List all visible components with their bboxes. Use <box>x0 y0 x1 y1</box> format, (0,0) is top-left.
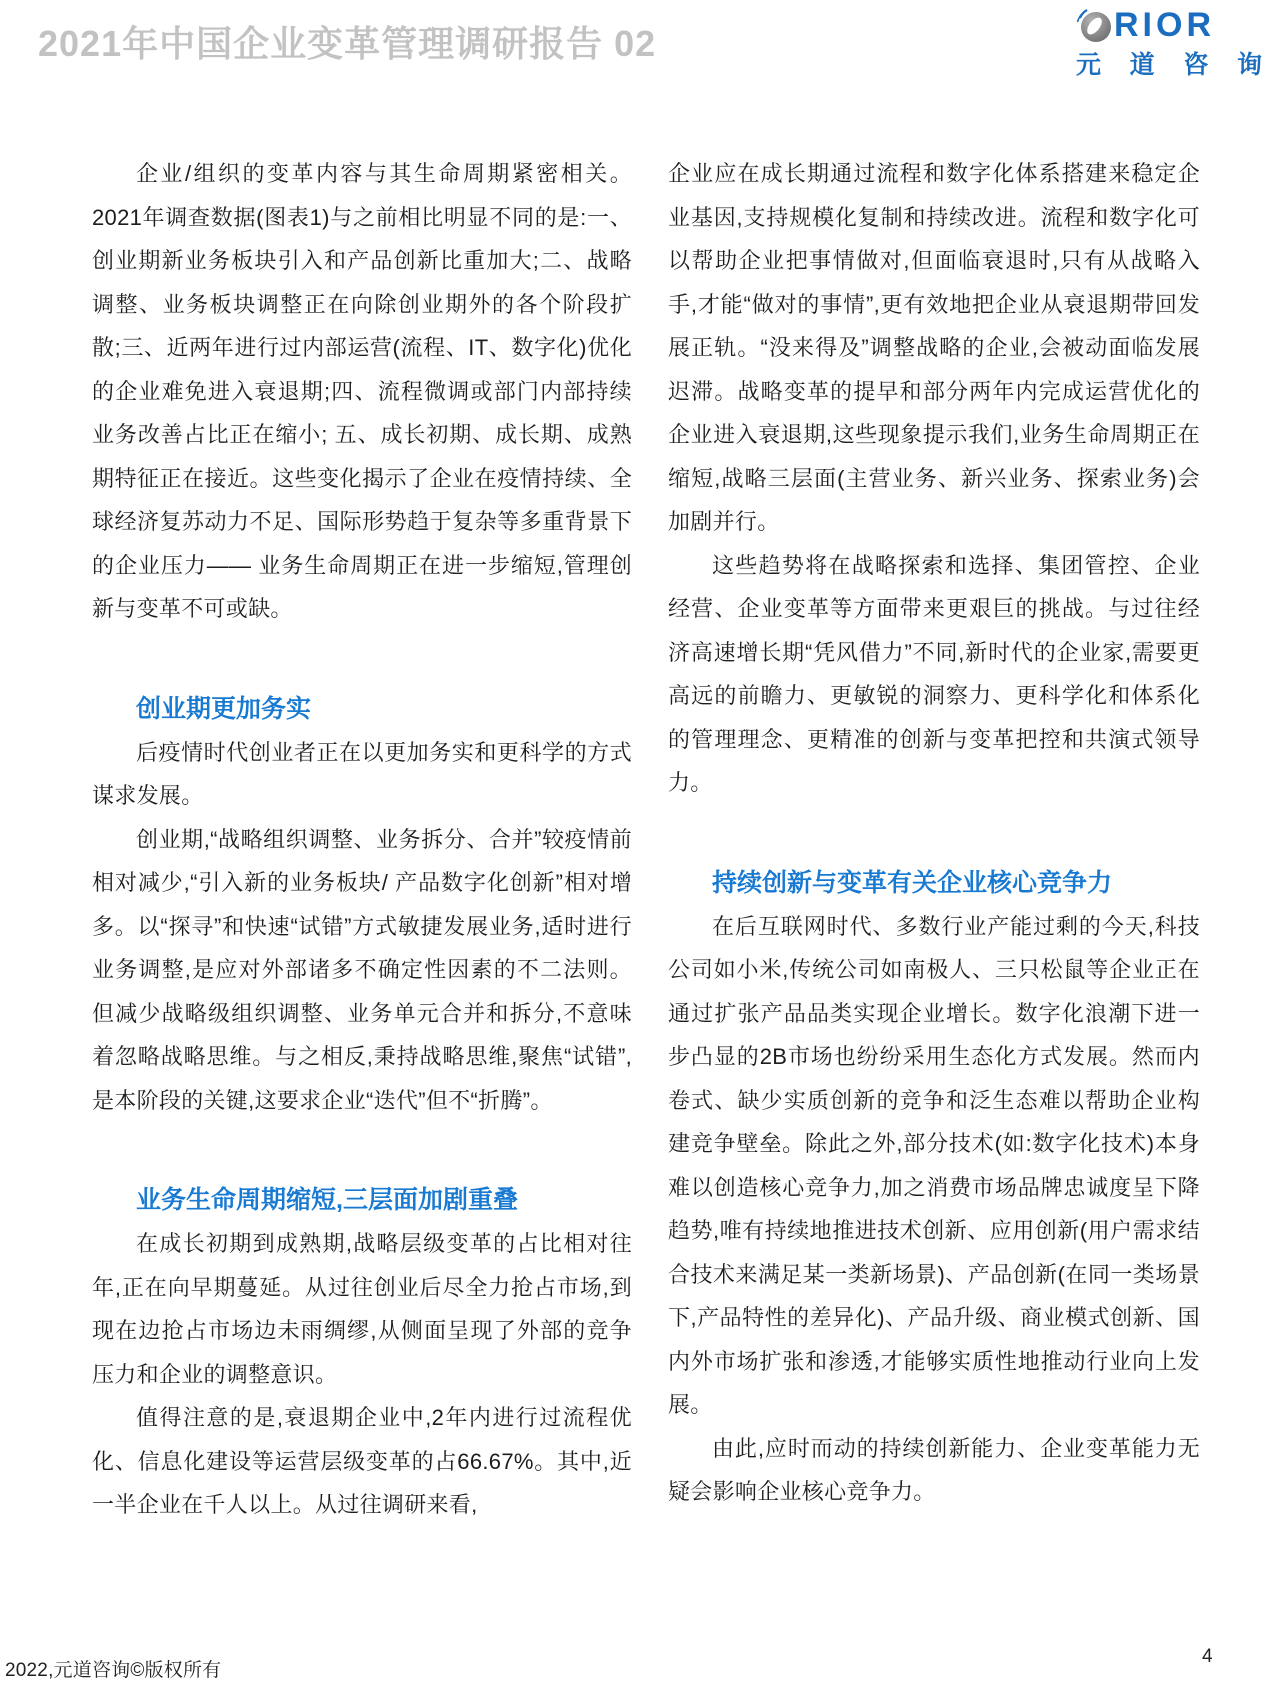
section-heading: 创业期更加务实 <box>136 694 312 723</box>
orior-logo <box>1076 6 1268 81</box>
page-number: 4 <box>1202 1646 1213 1667</box>
logo-cn-name <box>1076 45 1262 81</box>
footer-copyright: 2022,元道咨询©版权所有 <box>5 1660 222 1681</box>
paragraph: 企业应在成长期通过流程和数字化体系搭建来稳定企业基因,支持规模化复制和持续改进。流程和数字化可以帮助企业把事情做对,但面临衰退时,只有从战略入手,才能“做对的事情”,更有效地把企业从衰退期带回发展正轨。“没来得及”调整战略的企业,会被动面临发展迟滞。战略变革的提早和部分两年内完成运营优化的企业进入衰退期,这些现象提示我们,业务生命周期正在缩短,战略三层面(主营业务、新兴业务、探索业务)会加剧并行。 <box>668 161 1200 534</box>
left-column <box>92 152 632 1527</box>
section-heading: 业务生命周期缩短,三层面加剧重叠 <box>136 1186 518 1214</box>
paragraph: 由此,应时而动的持续创新能力、企业变革能力无疑会影响企业核心竞争力。 <box>668 1435 1200 1504</box>
logo-cn-char: 元 <box>1076 51 1102 79</box>
logo-cn-char: 道 <box>1129 51 1155 79</box>
paragraph: 值得注意的是,衰退期企业中,2年内进行过流程优化、信息化建设等运营层级变革的占66.67%。其中,近一半企业在千人以上。从过往调研来看, <box>92 1405 632 1517</box>
paragraph: 这些趋势将在战略探索和选择、集团管控、企业经营、企业变革等方面带来更艰巨的挑战。与过往经济高速增长期“凭风借力”不同,新时代的企业家,需要更高远的前瞻力、更敏锐的洞察力、更科学化和体系化的管理理念、更精准的创新与变革把控和共演式领导力。 <box>668 552 1200 795</box>
right-column <box>668 152 1200 1514</box>
logo-cn-char: 询 <box>1236 51 1262 79</box>
paragraph: 在成长初期到成熟期,战略层级变革的占比相对往年,正在向早期蔓延。从过往创业后尽全力抢占市场,到现在边抢占市场边未雨绸缪,从侧面呈现了外部的竞争压力和企业的调整意识。 <box>92 1231 632 1387</box>
logo-wordmark-row <box>1076 6 1268 44</box>
paragraph: 企业/组织的变革内容与其生命周期紧密相关。2021年调查数据(图表1)与之前相比明显不同的是:一、创业期新业务板块引入和产品创新比重加大;二、战略调整、业务板块调整正在向除创业期外的各个阶段扩散;三、近两年进行过内部运营(流程、IT、数字化)优化的企业难免进入衰退期;四、流程微调或部门内部持续业务改善占比正在缩小; 五、成长初期、成长期、成熟期特征正在接近。这些变化揭示了企业在疫情持续、全球经济复苏动力不足、国际形势趋于复杂等多重背景下的企业压力—— 业务生命周期正在进一步缩短,管理创新与变革不可或缺。 <box>92 161 632 621</box>
logo-cn-char: 咨 <box>1183 51 1209 79</box>
sphere-o-icon <box>1076 6 1114 44</box>
paragraph: 在后互联网时代、多数行业产能过剩的今天,科技公司如小米,传统公司如南极人、三只松鼠等企业正在通过扩张产品品类实现企业增长。数字化浪潮下进一步凸显的2B市场也纷纷采用生态化方式发展。然而内卷式、缺少实质创新的竞争和泛生态难以帮助企业构建竞争壁垒。除此之外,部分技术(如:数字化技术)本身难以创造核心竞争力,加之消费市场品牌忠诚度呈下降趋势,唯有持续地推进技术创新、应用创新(用户需求结合技术来满足某一类新场景)、产品创新(在同一类场景下,产品特性的差异化)、产品升级、商业模式创新、国内外市场扩张和渗透,才能够实质性地推动行业向上发展。 <box>668 913 1200 1417</box>
page-title: 2021年中国企业变革管理调研报告 02 <box>38 23 657 64</box>
paragraph: 创业期,“战略组织调整、业务拆分、合并”较疫情前相对减少,“引入新的业务板块/ 产品数字化创新”相对增多。以“探寻”和快速“试错”方式敏捷发展业务,适时进行业务调整,是应对外部诸多不确定性因素的不二法则。但减少战略级组织调整、业务单元合并和拆分,不意味着忽略战略思维。与之相反,秉持战略思维,聚焦“试错”,是本阶段的关键,这要求企业“迭代”但不“折腾”。 <box>92 826 632 1113</box>
section-heading: 持续创新与变革有关企业核心竞争力 <box>712 868 1113 897</box>
logo-wordmark-text: RIOR <box>1114 6 1215 44</box>
paragraph: 后疫情时代创业者正在以更加务实和更科学的方式谋求发展。 <box>92 739 632 808</box>
